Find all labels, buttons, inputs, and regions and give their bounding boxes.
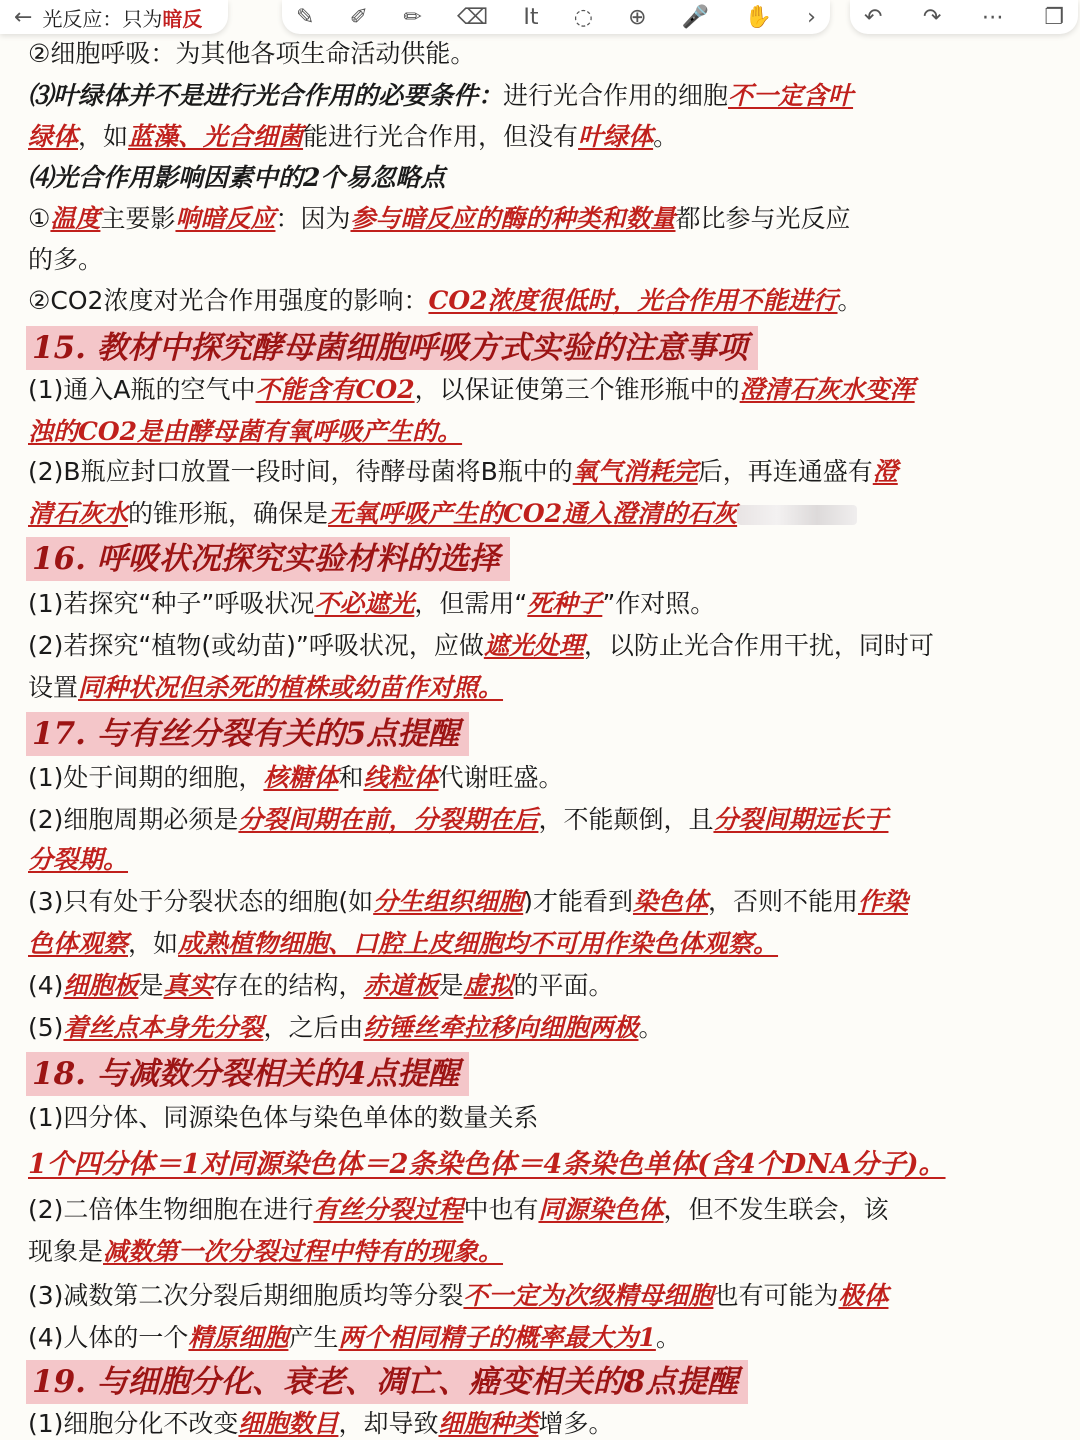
text-line: ②细胞呼吸：为其他各项生命活动供能。 [28, 39, 476, 68]
pencil-icon[interactable]: ✏ [403, 4, 422, 30]
text-line: 色体观察，如成熟植物细胞、口腔上皮细胞均不可用作染色体观察。 [28, 929, 779, 958]
microphone-icon[interactable]: 🎤 [681, 4, 710, 30]
pages-icon[interactable]: ❐ [1044, 4, 1064, 30]
lasso-icon[interactable]: ◌ [573, 4, 593, 30]
text-line: 的多。 [28, 245, 104, 274]
text-line: ⑷光合作用影响因素中的2个易忽略点 [28, 163, 446, 192]
section-heading-17: 17. 与有丝分裂有关的5点提醒 [26, 712, 469, 756]
top-left-toolbar [0, 0, 228, 34]
hand-icon[interactable]: ✋ [744, 4, 772, 30]
chevron-right-icon[interactable]: › [807, 4, 816, 30]
count-formula: 1个四分体＝1对同源染色体＝2条染色体＝4条染色单体(含4个DNA分子)。 [28, 1149, 946, 1180]
section-heading-19: 19. 与细胞分化、衰老、凋亡、癌变相关的8点提醒 [26, 1360, 748, 1404]
clipped-text-fragment: 光反应：只为暗反 [42, 6, 203, 31]
text-line: 浊的CO2是由酵母菌有氧呼吸产生的。 [28, 417, 463, 446]
add-icon[interactable]: ⊕ [628, 4, 647, 30]
pen-toolbar [282, 0, 830, 34]
text-line: 现象是减数第一次分裂过程中特有的现象。 [28, 1237, 504, 1266]
text-line: (3)只有处于分裂状态的细胞(如分生组织细胞)才能看到染色体，否则不能用作染 [28, 887, 908, 916]
undo-icon[interactable]: ↶ [864, 4, 883, 30]
text-tool-icon[interactable]: It [523, 4, 539, 30]
text-line: (4)细胞板是真实存在的结构，赤道板是虚拟的平面。 [28, 971, 614, 1000]
text-line: (2)若探究“植物(或幼苗)”呼吸状况，应做遮光处理，以防止光合作用干扰，同时可 [28, 631, 934, 660]
text-line: 分裂期。 [28, 845, 129, 874]
redo-icon[interactable]: ↷ [922, 4, 942, 30]
text-line: (3)减数第二次分裂后期细胞质均等分裂不一定为次级精母细胞也有可能为极体 [28, 1281, 889, 1310]
text-line: 设置同种状况但杀死的植株或幼苗作对照。 [28, 673, 504, 702]
text-line: (1)四分体、同源染色体与染色单体的数量关系 [28, 1103, 539, 1132]
text-line: (1)若探究“种子”呼吸状况不必遮光，但需用“死种子”作对照。 [28, 589, 716, 618]
text-line: (4)人体的一个精原细胞产生两个相同精子的概率最大为1。 [28, 1323, 681, 1352]
text-line: (5)着丝点本身先分裂，之后由纺锤丝牵拉移向细胞两极。 [28, 1013, 664, 1042]
text-line: (1)细胞分化不改变细胞数目，却导致细胞种类增多。 [28, 1409, 614, 1438]
edit-toolbar [850, 0, 1078, 34]
highlighter-icon[interactable]: ✐ [349, 4, 369, 30]
back-arrow-icon[interactable]: ← [14, 4, 33, 30]
section-heading-16: 16. 呼吸状况探究实验材料的选择 [26, 537, 510, 581]
text-line: (1)处于间期的细胞，核糖体和线粒体代谢旺盛。 [28, 763, 564, 792]
pen-icon[interactable]: ✎ [296, 4, 315, 30]
text-line: ①温度主要影响暗反应：因为参与暗反应的酶的种类和数量都比参与光反应 [28, 204, 851, 233]
text-line: (2)二倍体生物细胞在进行有丝分裂过程中也有同源染色体，但不发生联会，该 [28, 1195, 889, 1224]
text-line: (2)B瓶应封口放置一段时间，待酵母菌将B瓶中的氧气消耗完后，再连通盛有澄 [28, 457, 898, 486]
section-heading-15: 15. 教材中探究酵母菌细胞呼吸方式实验的注意事项 [26, 326, 758, 370]
text-line: (1)通入A瓶的空气中不能含有CO2，以保证使第三个锥形瓶中的澄清石灰水变浑 [28, 375, 915, 404]
eraser-icon[interactable]: ⌫ [457, 4, 489, 30]
section-heading-18: 18. 与减数分裂相关的4点提醒 [26, 1052, 469, 1096]
text-line: 清石灰水的锥形瓶，确保是无氧呼吸产生的CO2通入澄清的石灰 [28, 498, 1056, 530]
text-line: ⑶叶绿体并不是进行光合作用的必要条件：进行光合作用的细胞不一定含叶 [28, 81, 854, 110]
redacted-blur [737, 505, 857, 525]
text-line: 绿体，如蓝藻、光合细菌能进行光合作用，但没有叶绿体。 [28, 122, 679, 151]
text-line: (2)细胞周期必须是分裂间期在前，分裂期在后，不能颠倒，且分裂间期远长于 [28, 805, 889, 834]
more-icon[interactable]: ⋯ [981, 4, 1004, 30]
text-line: ②CO2浓度对光合作用强度的影响：CO2浓度很低时，光合作用不能进行。 [28, 286, 863, 315]
